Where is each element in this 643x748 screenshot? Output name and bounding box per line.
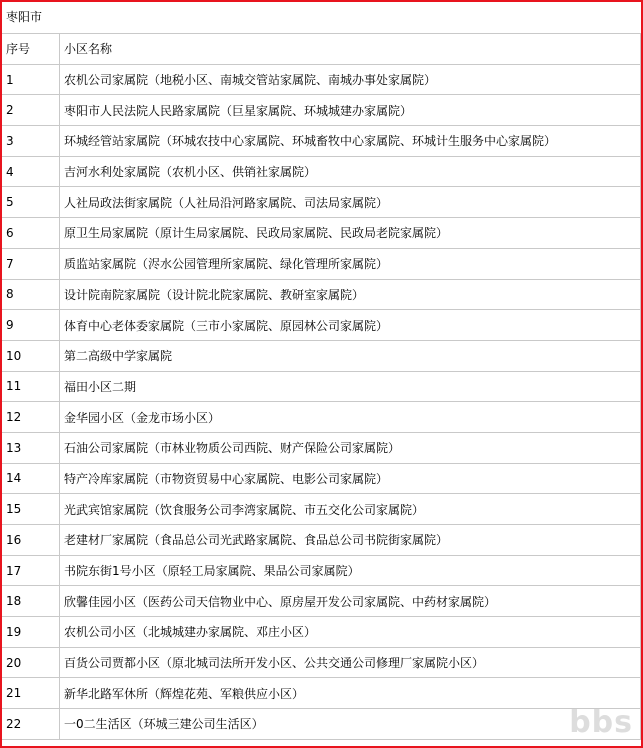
row-community-name: 光武宾馆家属院（饮食服务公司李湾家属院、市五交化公司家属院） [60,494,641,525]
table-row [2,402,641,433]
table-row [2,279,641,310]
table-header-row [2,34,641,64]
row-serial: 21 [2,678,60,709]
row-community-name: 书院东街1号小区（原轻工局家属院、果品公司家属院） [60,555,641,586]
table-row [2,248,641,279]
row-serial: 6 [2,218,60,249]
row-community-name: 金华园小区（金龙市场小区） [60,402,641,433]
row-community-name: 人社局政法街家属院（人社局沿河路家属院、司法局家属院） [60,187,641,218]
row-community-name: 吉河水利处家属院（农机小区、供销社家属院） [60,156,641,187]
table-row [2,678,641,709]
row-community-name: 第二高级中学家属院 [60,340,641,371]
community-table [2,34,641,740]
row-serial: 8 [2,279,60,310]
row-serial: 9 [2,310,60,341]
table-row [2,187,641,218]
row-community-name: 枣阳市人民法院人民路家属院（巨星家属院、环城城建办家属院） [60,95,641,126]
row-serial: 16 [2,525,60,556]
table-row [2,586,641,617]
row-community-name: 原卫生局家属院（原计生局家属院、民政局家属院、民政局老院家属院） [60,218,641,249]
table-row [2,617,641,648]
row-community-name: 福田小区二期 [60,371,641,402]
row-community-name: 环城经管站家属院（环城农技中心家属院、环城畜牧中心家属院、环城计生服务中心家属院） [60,126,641,157]
row-serial: 7 [2,248,60,279]
table-row [2,218,641,249]
table-row [2,463,641,494]
row-community-name: 新华北路军休所（辉煌花苑、军粮供应小区） [60,678,641,709]
header-community-name: 小区名称 [60,34,641,64]
table-body [2,34,641,739]
row-community-name: 设计院南院家属院（设计院北院家属院、教研室家属院） [60,279,641,310]
table-row [2,647,641,678]
table-row [2,555,641,586]
row-serial: 18 [2,586,60,617]
forum-watermark: bbs [569,705,633,740]
row-community-name: 欣馨佳园小区（医药公司天信物业中心、原房屋开发公司家属院、中药材家属院） [60,586,641,617]
row-community-name: 质监站家属院（浕水公园管理所家属院、绿化管理所家属院） [60,248,641,279]
row-community-name: 特产冷库家属院（市物资贸易中心家属院、电影公司家属院） [60,463,641,494]
row-serial: 14 [2,463,60,494]
table-row [2,156,641,187]
table-row [2,126,641,157]
table-row [2,709,641,740]
row-serial: 15 [2,494,60,525]
row-community-name: 百货公司贾都小区（原北城司法所开发小区、公共交通公司修理厂家属院小区） [60,647,641,678]
row-community-name: 老建材厂家属院（食品总公司光武路家属院、食品总公司书院街家属院） [60,525,641,556]
row-community-name: 石油公司家属院（市林业物质公司西院、财产保险公司家属院） [60,432,641,463]
row-serial: 19 [2,617,60,648]
city-title: 枣阳市 [2,2,641,34]
row-serial: 4 [2,156,60,187]
row-serial: 20 [2,647,60,678]
row-community-name: 农机公司家属院（地税小区、南城交管站家属院、南城办事处家属院） [60,64,641,95]
table-row [2,340,641,371]
header-serial: 序号 [2,34,60,64]
row-serial: 13 [2,432,60,463]
row-serial: 1 [2,64,60,95]
row-serial: 22 [2,709,60,740]
row-community-name: 农机公司小区（北城城建办家属院、邓庄小区） [60,617,641,648]
row-serial: 5 [2,187,60,218]
row-serial: 12 [2,402,60,433]
table-row [2,95,641,126]
row-serial: 2 [2,95,60,126]
table-row [2,525,641,556]
row-serial: 17 [2,555,60,586]
table-row [2,494,641,525]
row-serial: 10 [2,340,60,371]
table-row [2,310,641,341]
table-row [2,371,641,402]
table-row [2,432,641,463]
row-serial: 11 [2,371,60,402]
row-community-name: 一0二生活区（环城三建公司生活区） [60,709,641,740]
table-row [2,64,641,95]
row-serial: 3 [2,126,60,157]
row-community-name: 体育中心老体委家属院（三市小家属院、原园林公司家属院） [60,310,641,341]
